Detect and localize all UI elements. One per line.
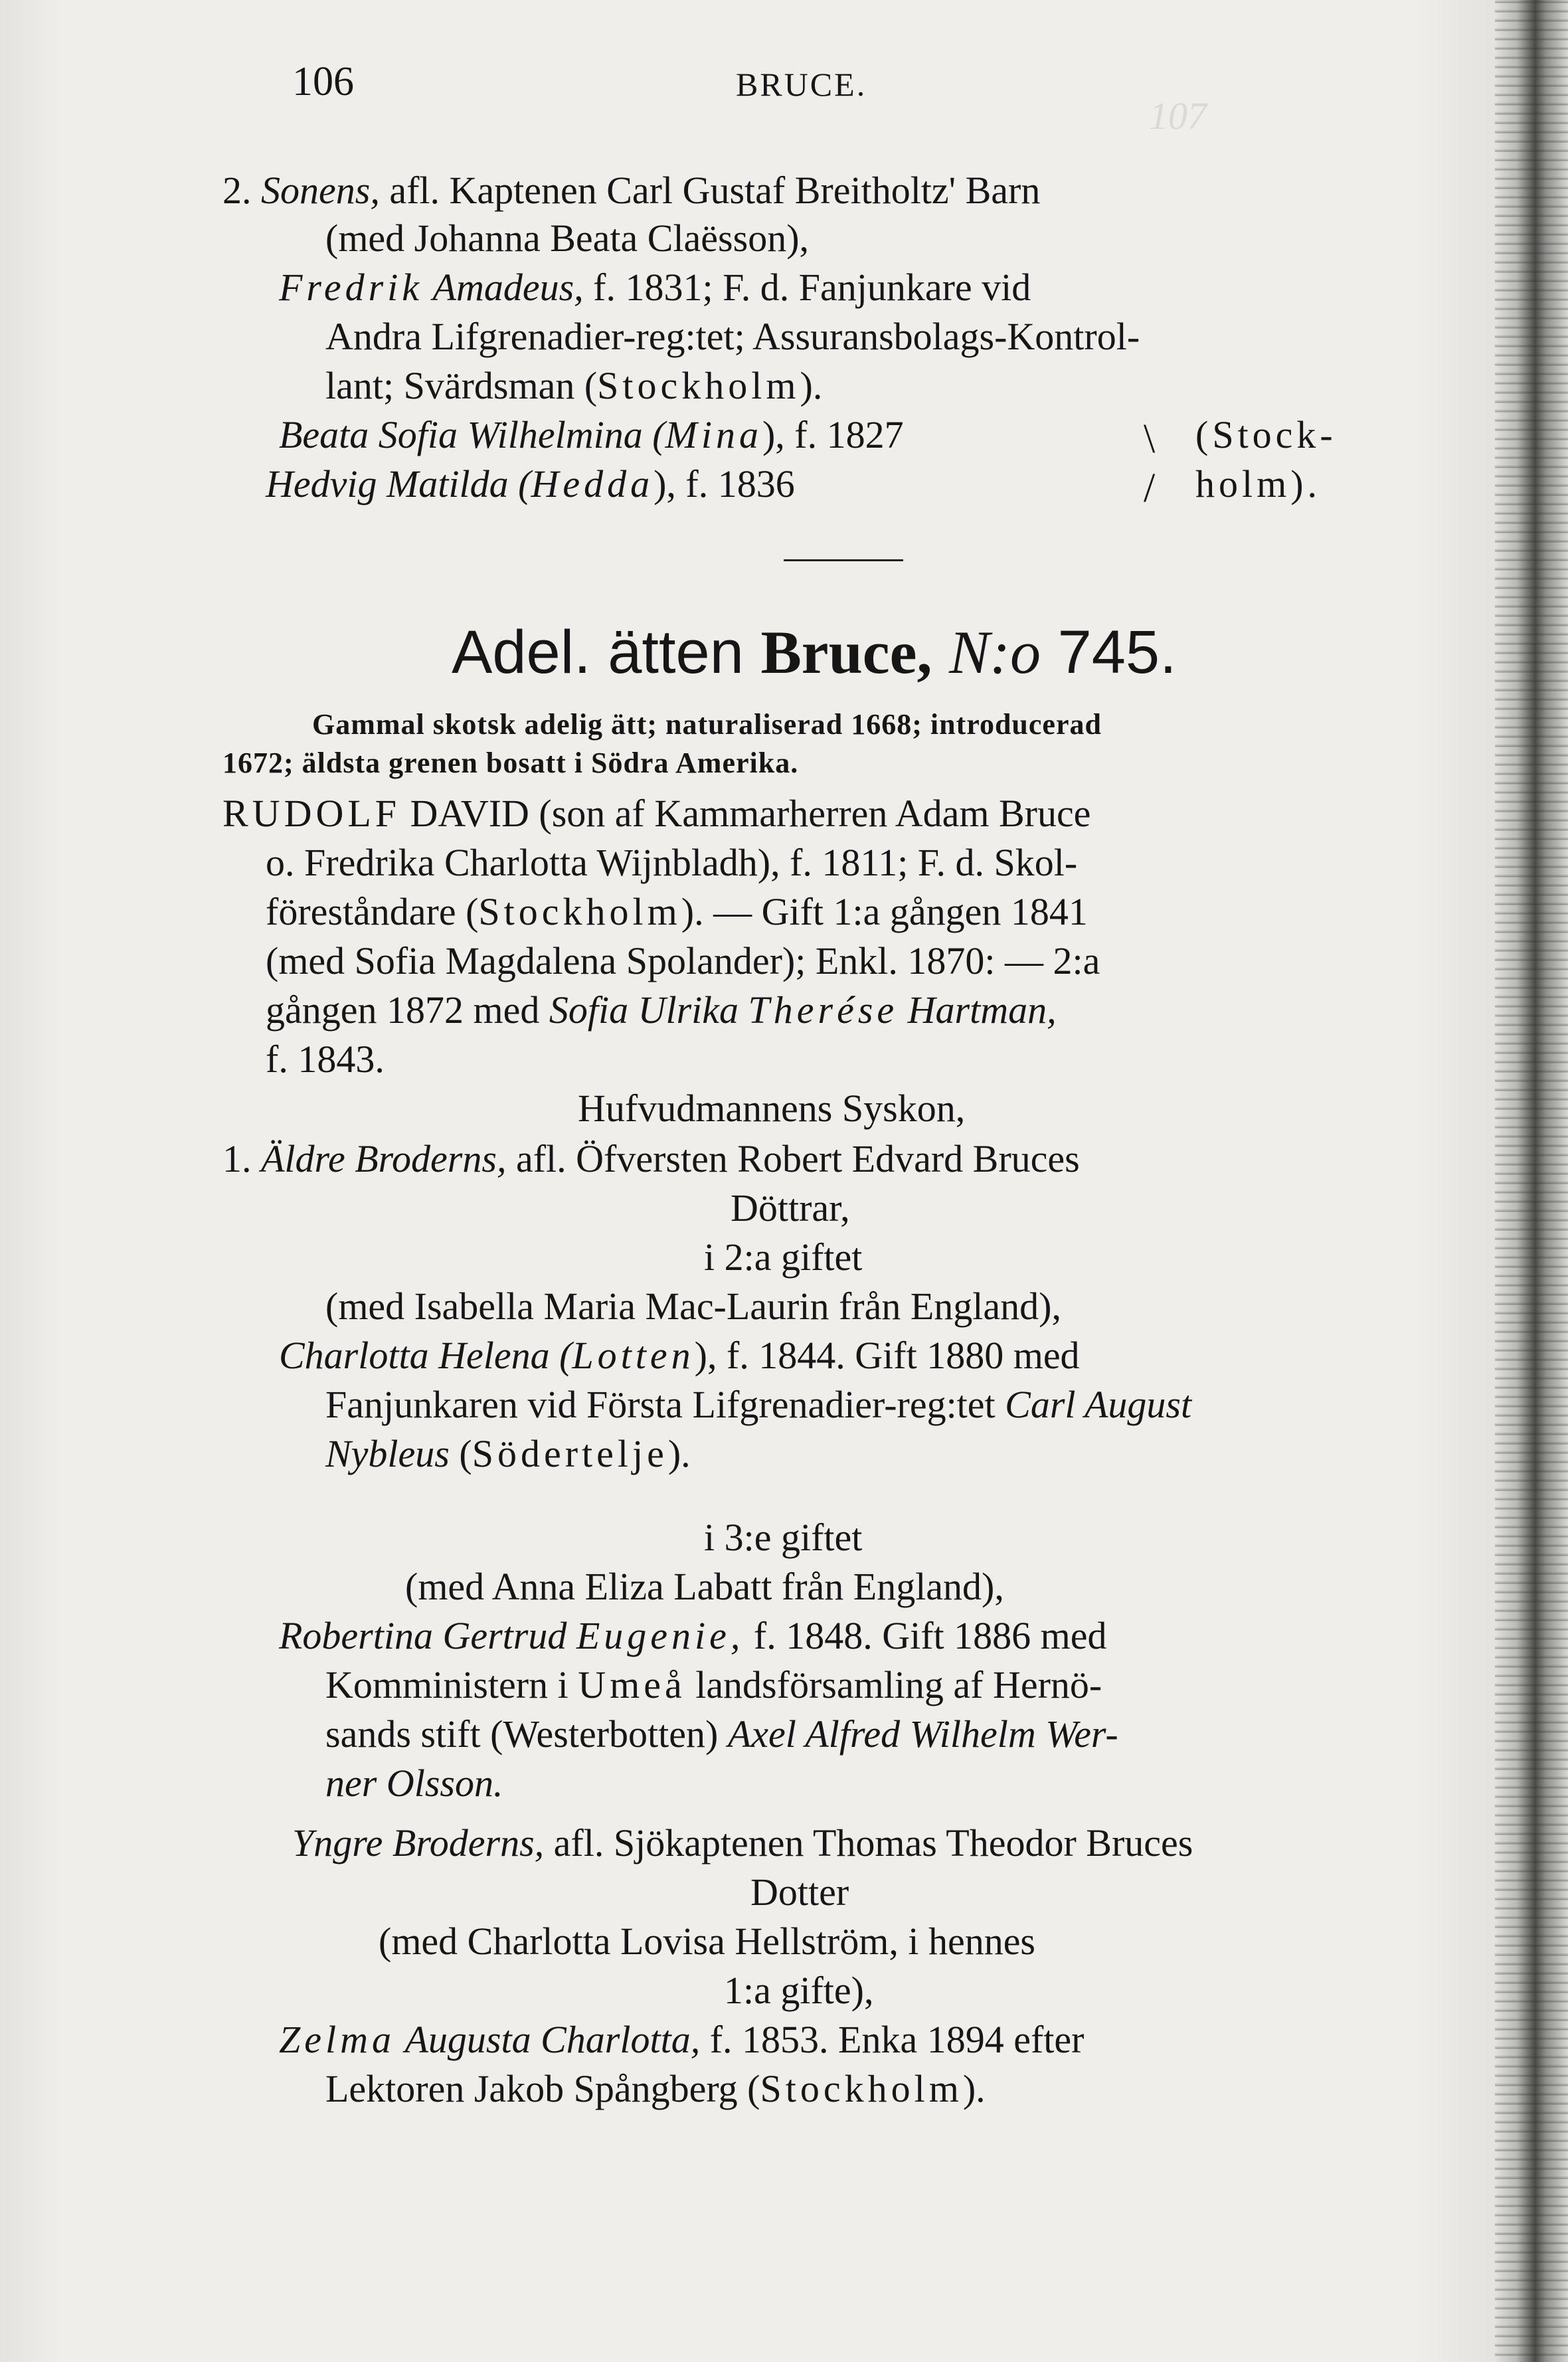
section-top-line-7: Hedvig Matilda (Hedda), f. 1836 [266,462,795,505]
page-number: 106 [292,59,354,104]
section-top-line-5: lant; Svärdsman (Stockholm). [325,364,823,407]
section-top-line-6: Beata Sofia Wilhelmina (Mina), f. 1827 [279,413,904,456]
robertina-line-4: ner Olsson. [325,1762,503,1805]
main-line-2: o. Fredrika Charlotta Wijnbladh), f. 1811; F. d. Skol- [266,841,1078,884]
section-top-line-4: Andra Lifgrenadier-reg:tet; Assuransbolags-Kontrol- [325,315,1140,358]
younger-brother-line: Yngre Broderns, afl. Sjökaptenen Thomas Theodor Bruces [292,1821,1193,1864]
brace-top: \ [1144,416,1156,462]
charlotta-line-2: Fanjunkaren vid Första Lifgrenadier-reg:tet Carl August [325,1383,1192,1426]
zelma-line-1: Zelma Augusta Charlotta, f. 1853. Enka 1894 efter [279,2018,1085,2061]
section-top-line-2: (med Johanna Beata Claësson), [325,217,810,260]
article-description-2: 1672; äldsta grenen bosatt i Södra Amerika. [222,747,799,779]
zelma-line-2: Lektoren Jakob Spångberg (Stockholm). [325,2067,986,2110]
main-line-5: gången 1872 med Sofia Ulrika Therése Hartman, [266,988,1057,1032]
book-binding-edge [1495,0,1568,2362]
article-description-1: Gammal skotsk adelig ätt; naturaliserad 1668; introducerad [312,708,1102,741]
section-divider [784,559,903,561]
siblings-heading: Hufvudmannens Syskon, [578,1087,966,1130]
bleed-through-text: 107 [1149,94,1207,137]
section-top-city-1: (Stock- [1195,413,1337,456]
third-marriage-mother: (med Anna Eliza Labatt från England), [405,1565,1004,1608]
main-line-1: RUDOLF DAVID (son af Kammarherren Adam Bruce [222,792,1091,835]
section-top-line-1: 2. Sonens, afl. Kaptenen Carl Gustaf Breitholtz' Barn [222,169,1041,212]
charlotta-line-3: Nybleus (Södertelje). [325,1432,691,1475]
robertina-line-1: Robertina Gertrud Eugenie, f. 1848. Gift 1886 med [279,1614,1107,1657]
main-line-6: f. 1843. [266,1038,385,1081]
running-title: BRUCE. [736,66,867,103]
robertina-line-3: sands stift (Westerbotten) Axel Alfred Wilhelm Wer- [325,1712,1118,1756]
main-line-3: föreståndare (Stockholm). — Gift 1:a gången 1841 [266,890,1088,933]
article-title: Adel. ätten Bruce, N:o 745. [452,618,1177,686]
daughters-heading: Döttrar, [731,1186,850,1229]
daughter-heading: Dotter [750,1870,849,1914]
elder-brother-line: 1. Äldre Broderns, afl. Öfversten Robert Edvard Bruces [222,1137,1080,1180]
third-marriage-heading: i 3:e giftet [704,1516,863,1559]
second-marriage-mother: (med Isabella Maria Mac-Laurin från England), [325,1285,1061,1328]
section-top-city-2: holm). [1195,462,1322,505]
second-marriage-heading: i 2:a giftet [704,1235,863,1279]
brace-bottom: / [1144,466,1156,511]
younger-brother-marriage: 1:a gifte), [724,1969,874,2012]
section-top-line-3: Fredrik Amadeus, f. 1831; F. d. Fanjunkare vid [279,266,1031,309]
charlotta-line-1: Charlotta Helena (Lotten), f. 1844. Gift 1880 med [279,1334,1080,1377]
robertina-line-2: Komministern i Umeå landsförsamling af Hernö- [325,1663,1102,1706]
main-line-4: (med Sofia Magdalena Spolander); Enkl. 1870: — 2:a [266,939,1100,982]
younger-brother-mother: (med Charlotta Lovisa Hellström, i hennes [379,1920,1036,1963]
